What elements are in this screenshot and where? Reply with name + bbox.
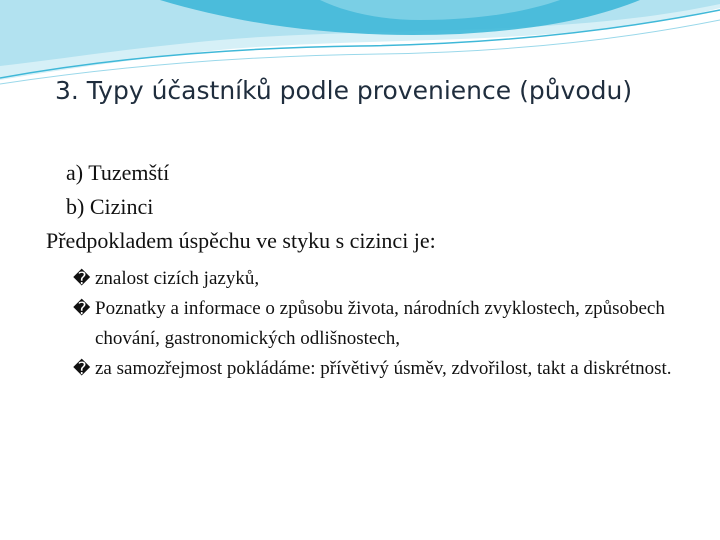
list-item-tuzemsti: a) Tuzemští — [66, 160, 170, 185]
list-item-cizinci: b) Cizinci — [66, 194, 154, 219]
bullet-marker-icon: � — [73, 359, 91, 379]
bullet-marker-icon: � — [73, 269, 91, 289]
bullet-item — [46, 264, 686, 294]
lead-statement: Předpokladem úspěchu ve styku s cizinci je: — [46, 228, 436, 253]
bullet-text: Poznatky a informace o způsobu života, národních zvyklostech, způsobech chování, gastronomických odlišnostech, — [95, 298, 665, 349]
slide-title: 3. Typy účastníků podle provenience (původu) — [55, 76, 633, 105]
bullet-text: za samozřejmost pokládáme: přívětivý úsměv, zdvořilost, takt a diskrétnost. — [95, 358, 672, 379]
bullet-list — [46, 264, 686, 384]
bullet-marker-icon: � — [73, 299, 91, 319]
bullet-text: znalost cizích jazyků, — [95, 268, 260, 289]
slide-content — [46, 156, 686, 384]
bullet-item — [46, 354, 686, 384]
bullet-item — [46, 294, 686, 354]
